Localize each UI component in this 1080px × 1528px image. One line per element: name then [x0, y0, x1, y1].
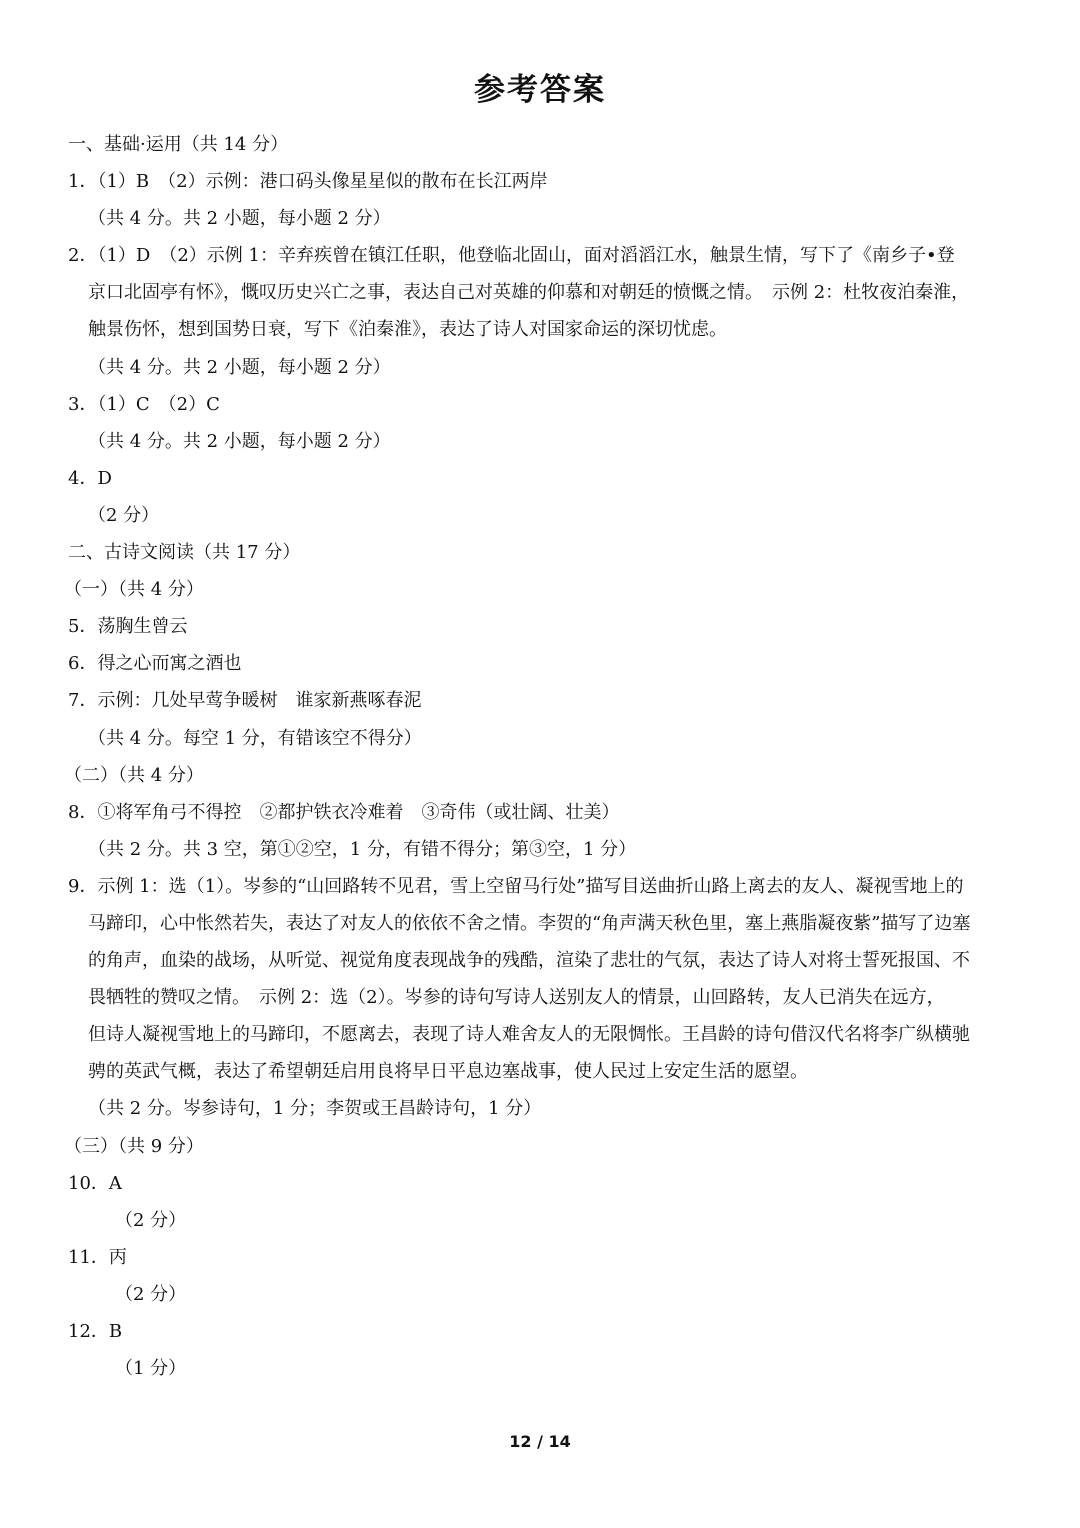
score-note: （2 分）	[88, 504, 160, 526]
score-note: （共 4 分。每空 1 分，有错该空不得分）	[88, 727, 422, 749]
answer-line: 京口北固亭有怀》，慨叹历史兴亡之事，表达自己对英雄的仰慕和对朝廷的愤慨之情。 示例 2：杜牧夜泊秦淮，	[88, 282, 970, 304]
answer-line: 1．（1）B （2）示例：港口码头像星星似的散布在长江两岸	[68, 171, 548, 193]
answer-line: 4．D	[68, 467, 112, 489]
section-heading: 二、古诗文阅读（共 17 分）	[68, 542, 301, 564]
answer-line: 畏牺牲的赞叹之情。 示例 2：选（2）。岑参的诗句写诗人送别友人的情景，山回路转，友人已消失在远方，	[88, 987, 945, 1009]
answer-line: 骋的英武气概，表达了希望朝廷启用良将早日平息边塞战事，使人民过上安定生活的愿望。	[88, 1061, 808, 1083]
score-note: （共 2 分。共 3 空，第①②空，1 分，有错不得分；第③空，1 分）	[88, 838, 637, 860]
answer-line: 的角声，血染的战场，从听觉、视觉角度表现战争的残酷，渲染了悲壮的气氛，表达了诗人对将士誓死报国、不	[88, 950, 970, 972]
answer-line: 3．（1）C （2）C	[68, 393, 220, 415]
answer-content	[64, 126, 1043, 1387]
answer-line: 2．（1）D （2）示例 1：辛弃疾曾在镇江任职，他登临北固山，面对滔滔江水，触景生情，写下了《南乡子•登	[68, 245, 955, 267]
score-note: （共 4 分。共 2 小题，每小题 2 分）	[88, 356, 391, 378]
answer-line: 触景伤怀，想到国势日衰，写下《泊秦淮》，表达了诗人对国家命运的深切忧虑。	[88, 319, 727, 341]
score-note: （1 分）	[115, 1358, 187, 1380]
page-title: 参考答案	[474, 72, 606, 108]
score-note: （共 4 分。共 2 小题，每小题 2 分）	[88, 208, 391, 230]
score-note: （2 分）	[115, 1283, 187, 1305]
score-note: （共 2 分。岑参诗句，1 分；李贺或王昌龄诗句，1 分）	[88, 1098, 542, 1120]
answer-line: 6．得之心而寓之酒也	[68, 653, 242, 675]
part-heading: （一）（共 4 分）	[64, 579, 204, 601]
score-note: （共 4 分。共 2 小题，每小题 2 分）	[88, 430, 391, 452]
answer-line: 7．示例：几处早莺争暖树 谁家新燕啄春泥	[68, 690, 422, 712]
answer-line: 马蹄印，心中怅然若失，表达了对友人的依依不舍之情。李贺的“角声满天秋色里，塞上燕脂凝夜紫”描写了边塞	[88, 912, 971, 934]
section-heading: 一、基础·运用（共 14 分）	[68, 134, 289, 155]
answer-line: 5．荡胸生曾云	[68, 616, 188, 638]
part-heading: （二）（共 4 分）	[64, 764, 204, 786]
answer-line: 但诗人凝视雪地上的马蹄印，不愿离去，表现了诗人难舍友人的无限惆怅。王昌龄的诗句借汉代名将李广纵横驰	[88, 1024, 970, 1046]
score-note: （2 分）	[115, 1209, 187, 1231]
page-number: 12 / 14	[509, 1432, 571, 1451]
answer-line: 12．B	[68, 1321, 123, 1342]
answer-line: 8．①将军角弓不得控 ②都护铁衣冷难着 ③奇伟（或壮阔、壮美）	[68, 801, 620, 823]
answer-line: 9．示例 1：选（1）。岑参的“山回路转不见君，雪上空留马行处”描写目送曲折山路上离去的友人、凝视雪地上的	[68, 875, 964, 897]
part-heading: （三）（共 9 分）	[64, 1135, 204, 1157]
answer-line: 10．A	[68, 1172, 122, 1194]
answer-line: 11．丙	[68, 1246, 127, 1268]
